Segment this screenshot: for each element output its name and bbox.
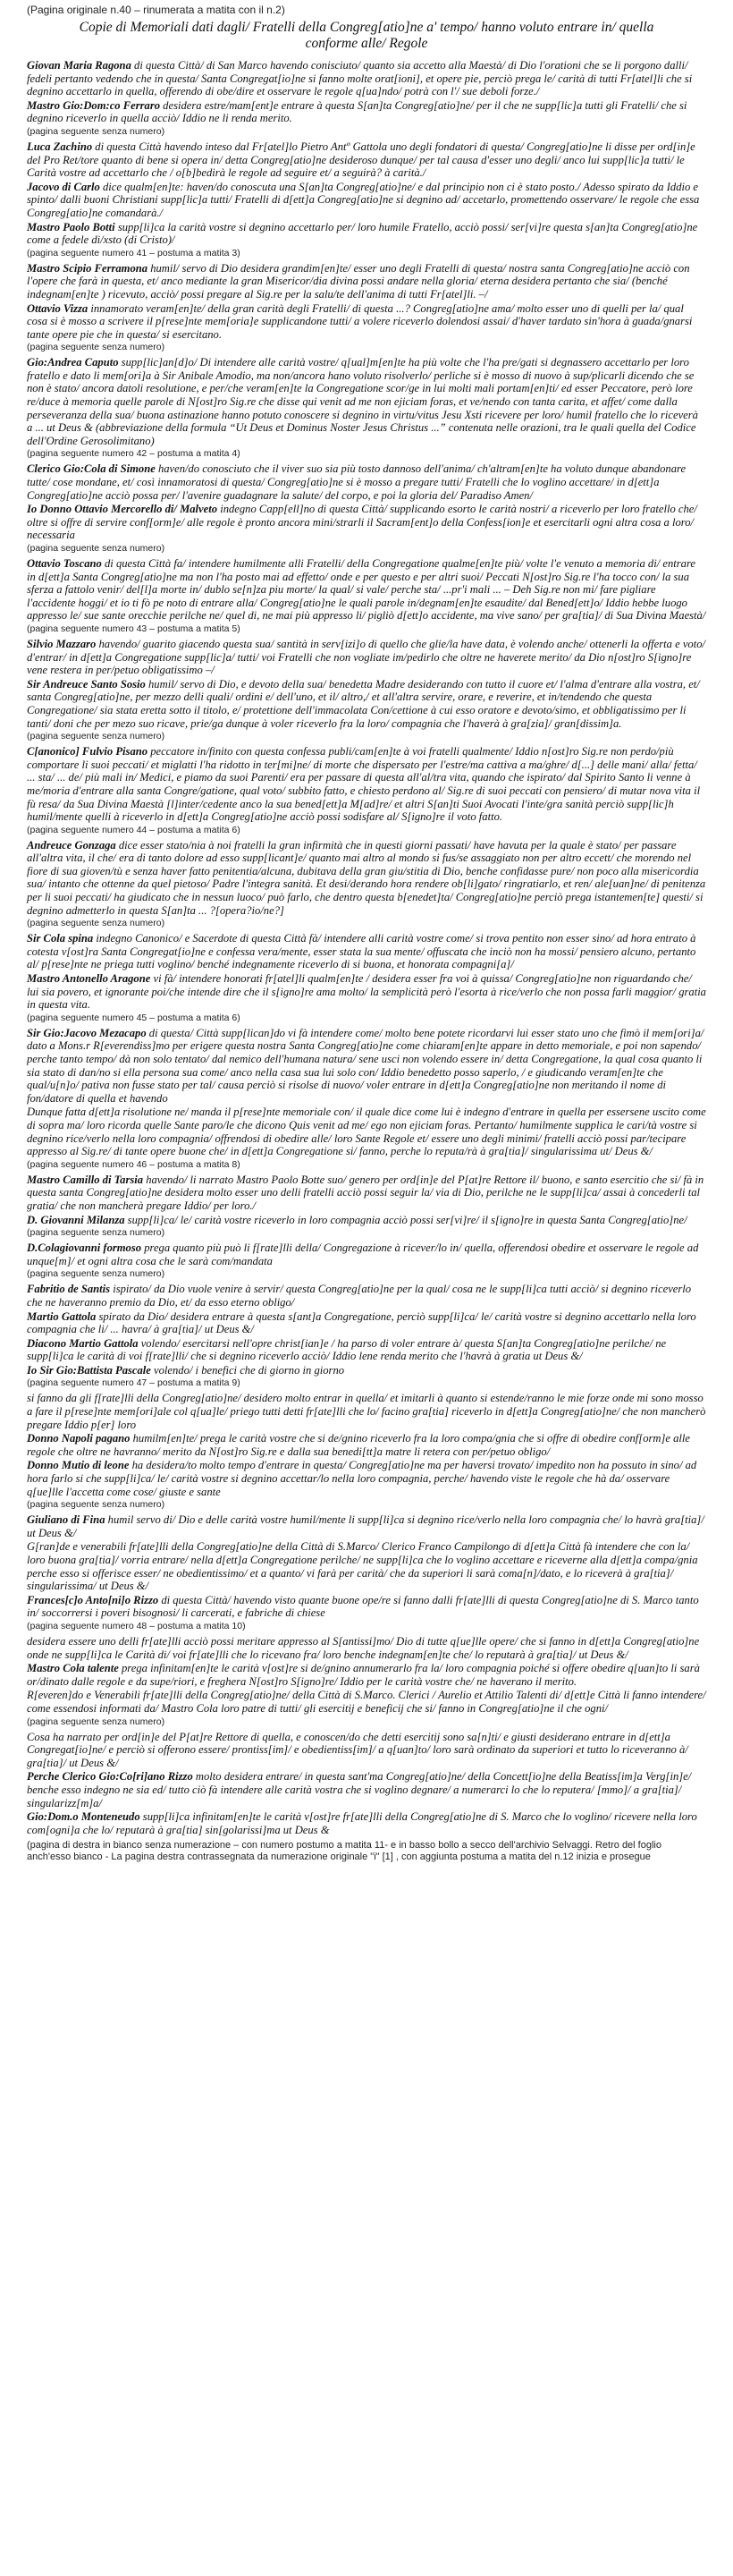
memorial-entry [27, 972, 706, 1012]
page-marker: (pagina seguente numero 44 – postuma a matita 6) [27, 824, 240, 835]
memorial-entry [27, 302, 706, 342]
entry-text: peccatore in/finito con questa confessa publi/cam[en]te à voi fratelli qualmente/ Iddio n[ost]ro Sig.re non perdo/più comportare li suoi peccati/ et miglatti l'ha ridotto in ter[mi]ne/ di morte che dispersato per l'estre/ma cattiva a ma/ghre/ d[...] delle mani/ alla/ fetta/ ... sta/ ... de/ più mali in/ Medici, e piamo da suoi Parenti/ era per passare di questa all'al/tra vita, quando che ispirato/ dal Spirito Santo li venne à me/moria d'entrare alla santa Congre/gatione, qual voto/ subbito fatto, e chiesto perdono al/ Sig.re di suoi peccati con pensiero/ di mutar nova vita il fù resa/ da Sua Divina Maestà [l]inter/cedente anco la sua bened[ett]a M[ad]re/ et altri S[an]ti Suoi Avocati l'inte/gra sanità perciò supp[lic]h humil/mente quelli à riceverlo in d[ett]a Congreg[atio]ne acciò possi sodisfare al/ S[igno]re il voto fatto. [27, 745, 701, 824]
memorial-entry [27, 1432, 706, 1458]
entry-name: Mastro Gio:Dom:co Ferraro [27, 98, 161, 112]
entry-name: Io Donno Ottavio Mercorello di/ Malveto [27, 503, 218, 516]
entry-text: indegno Canonico/ e Sacerdote di questa Città fà/ intendere alli carità vostre come/ si trova pentito non esser sino/ ad hora entrato à cotesta v[ost]ra Santa Congregat[io]ne e confessa vera/mente, esser stata la sua mente/ offuscata che inciò non ha mossi/ pensiero alcuno, pertanto al/ p[rese]nte ne priega tutti voglino/ benché indegnamente riceverlo di si buona, et honorata compagni[a]/ [27, 932, 696, 971]
entry-name: Clerico Gio:Cola di Simone [27, 462, 156, 476]
entry-name: Jacovo di Carlo [27, 180, 100, 193]
page-marker: (pagina seguente numero 48 – postuma a matita 10) [27, 1620, 246, 1631]
entry-text: spirato da Dio/ desidera entrare à questa s[ant]a Congregatione, perciò supp[li]ca/ le/ carità vostre si degnino accettarlo nella loro compagnia che li/ ... havra/ à gra[tia]/ ut Deus &/ [27, 1309, 696, 1336]
memorial-entry [27, 181, 706, 220]
memorial-entry [27, 59, 706, 98]
entry-name: Martio Gattola [27, 1309, 97, 1323]
entries-section-c [27, 1432, 706, 1727]
entry-text: di questa/ Città supp[lican]do vi fà intendere come/ molto bene potete ricordarvi lui esser stato uno che fimò il mem[ori]a/ dato a Mons.r R[everendiss]mo per erigere questa nostra Santa Congreg[atio]ne come chiaram[en]te appare in detto memoriale, e poi non sapendo/ perche tanto tempo/ dà non solo tentato/ dal nemico dell'humana natura/ sene usci non volendo essere in/ detta Congregatione, la qual cosa quanto li sia stato di dan/no si ella persona sua come/ anco nella casa sua lui solo con/ Iddio benedetto posso saperlo, / e giudicando veram[en]te che qual/u[n]o/ pativa non fusse stato per tal/ causa perciò si risolse di nuovo/ voler entrare in d[ett]a Congreg[atio]ne non meritando il nome di fon/datore di quella et havendo [27, 1026, 704, 1105]
page-marker: (pagina seguente senza numero) [27, 125, 165, 137]
entry-name: Io Sir Gio:Battista Pascale [27, 1363, 151, 1377]
entry-text: haven/do conosciuto che il viver suo sia più tosto dannoso dell'anima/ ch'altram[en]te ha voluto dunque abandonare tutte/ cose mondane, et/ così innamoratosi di questa/ Congreg[atio]ne si è mosso a pregare tutti/ Fratelli che lo voglino accettare/ in d[ett]a Congreg[atio]ne acciò possa per/ l'avenire guadagnare la salute/ del corpo, e poi la gloria del/ Paradiso Amen/ [27, 462, 687, 502]
entry-text: G[ran]de e venerabili fr[ate]lli della Congreg[atio]ne della Città di S.Marco/ Clerico Franco Campilongo di d[ett]a Città fà intendere che con la/ loro buona gra[tia]/ vorria entrare/ nella d[ett]a Congregatione perilche/ ne supp[li]ca che lo voglino accettare e riceverne alla d[ett]a compa/gnia perche esso si offerisce esser/ ne obedientissimo/ et a quanto/ vi farà per carità/ che da superiori li sarà coma[n]/dato, e lo riceverà à gra[tia]/ singularissima/ ut Deus &/ [27, 1540, 698, 1593]
entry-text: prega quanto più può li f[rate]lli della/ Congregazione à ricever/lo in/ quella, offerendosi obedire et osservare le regole ad unque[m]/ et ogni altra cosa che le sarà com/mandata [27, 1241, 699, 1267]
entry-text: supp[lic]an[d]o/ Di intendere alle carità vostre/ q[ual]m[en]te ha più volte che l'ha pre/gati si degnassero accettarlo per loro fratello e dato li mem[ori]a à Sir Anibale Amodio, ma non/ancora hano voluto risolverlo/ perliche si è mosso di nuovo à sup/plicarli dicendo che se non è stato/ ancora datoli resolutione, e per/che veram[en]te la Congregatione scor/ge in lui molti mali portam[en]ti/ ed esser Peccatore, però lore re/duce à memoria quelle parole di N[ost]ro Sig.re che disse qui venit ad me non ejiciam foras, et ve/nendo con tanta carita, et affet/ come dalla perseveranza della sua/ buona astinazione hanno potuto conoscere si degnino in virtu/vitus Jesu Xsti ricevere per loro/ humil fratello che lo riceverà a ... ut Deus & (abbreviazione della formula “Ut Deus et Dominus Noster Jesus Christus ...” contenuta nelle orazioni, tra le quali quella del Codice dell'Ordine Gerosolimitano) [27, 356, 698, 447]
memorial-entry [27, 1662, 706, 1688]
entry-text: di questa Città havendo inteso dal Fr[atel]lo Pietro Antº Gattola uno degli fondatori di questa/ Congreg[atio]ne li disse per ord[in]e del Pro Ret/tore quanto di bene si opera in/ detta Congreg[atio]ne desideroso dunque/ per tal causa d'esser uno degli/ anco lui supp[lic]a tutti/ le Carità vostre ad accettarlo che / o[b]bedirà le regole ad seguire et/ a seguirà? à carità./ [27, 140, 695, 180]
entry-text: prega infinitam[en]te le carità v[ost]re si de/gnino annumerarlo fra la/ loro compagnia poiché si offere obedire q[uan]to li sarà or/dinato dalle regole e da supe/riori, e freghera N[ost]ro S[igno]re/ Iddio per le carità vostre che/ ne haverano il merito. [27, 1662, 700, 1688]
memorial-entry [27, 1283, 706, 1309]
entry-text: molto desidera entrare/ in questa sant'ma Congreg[atio]ne/ della Concett[io]ne della Beatiss[im]a Verg[in]e/ benche esso indegno ne sia ed/ tutto ciò fà intendere alle carità vostra che si voglino degnare/ a numerarci lo che lo reputera/ [mmo]/ a gra[tia]/ singularizz[m]a/ [27, 1770, 692, 1809]
entry-name: D.Colagiovanni formoso [27, 1241, 142, 1255]
memorial-entry [27, 1459, 706, 1498]
memorial-entry [27, 262, 706, 301]
entry-name: Luca Zachino [27, 140, 93, 153]
entry-text: humil servo di/ Dio e delle carità vostre humil/mente li supp[li]ca si degnino rice/verlo nella loro compagnia che/ lo havrà gra[tia]/ ut Deus &/ [27, 1513, 704, 1539]
memorial-entry [27, 1310, 706, 1336]
entry-name: Mastro Camillo di Tarsia [27, 1173, 144, 1186]
entries-section-d [27, 1770, 706, 1836]
footer-note: (pagina di destra in bianco senza numerazione – con numero postumo a matita 11- e in basso bollo a secco dell'archivio Selvaggi. Retro del foglio anch'esso bianco - La pagina destra contrassegnata da numerazione originale "i" [1] , con aggiunta postuma a matita del n.12 inizia e prosegue [27, 1840, 661, 1863]
memorial-entry [27, 1241, 706, 1267]
page-marker: (pagina seguente senza numero) [27, 543, 165, 554]
page-marker: (pagina seguente numero 45 – postuma a matita 6) [27, 1012, 240, 1023]
entries-section-b [27, 1174, 706, 1390]
page-marker: (pagina seguente senza numero) [27, 1268, 165, 1280]
entry-name: Sir Gio:Jacovo Mezacapo [27, 1026, 147, 1039]
entry-name: C[anonico] Fulvio Pisano [27, 745, 148, 758]
memorial-entry [27, 1635, 706, 1661]
entry-name: Diacono Martio Gattola [27, 1336, 139, 1350]
memorial-entry [27, 356, 706, 447]
memorial-entry [27, 932, 706, 971]
entry-text: di questa Città/ havendo visto quante buone ope/re si fanno dalli fr[ate]lli di questa Congreg[atio]ne di S. Marco tanto in/ soccorrersi i poveri bisognosi/ li carcerati, e fabriche di chiese [27, 1593, 699, 1620]
entry-text: supp[li]ca/ le/ carità vostre riceverlo in loro compagnia acciò possi ser[vi]re/ il s[igno]re in questa Santa Congreg[atio]ne/ [124, 1213, 687, 1226]
memorial-entry [27, 1594, 706, 1620]
entry-text: desidera estre/mam[ent]e entrare à questa S[an]ta Congreg[atio]ne/ per il che ne supp[lic]a tutti gli Fratelli/ che si degnino riceverlo in quella acciò/ Iddio ne li renda merito. [27, 98, 687, 125]
entry-text: volendo/ esercitarsi nell'opre christ[ian]e / ha parso di voler entrare à/ questa S[an]ta Congreg[atio]ne perilche/ ne supp[li]ca le carità di voi f[rate]lli/ che si degnino riceverlo acciò/ Iddio lene renda merito che l'havrà à gratia ut Deus &/ [27, 1336, 667, 1363]
page-marker: (pagina seguente numero 42 – postuma a matita 4) [27, 448, 240, 460]
memorial-entry [27, 221, 706, 247]
entry-name: Sir Cola spina [27, 932, 94, 945]
entry-name: Perche Clerico Gio:Co[ri]ano Rizzo [27, 1770, 193, 1784]
entry-text: havendo/ guarito giacendo questa sua/ santità in serv[izi]o di quello che glie/la have data, è volendo anche/ ottenerli la offerta e voto/ d'entrar/ in d[ett]a Congregatione supp[lic]a/ tutti/ voi Fratelli che non vogliate im/pedirlo che oltre ne haverete merito/ da Dio n[ost]ro S[igno]re vene restera in per/petuo obligatissimo –/ [27, 637, 706, 677]
entry-name: Frances[c]o Anto[ni]o Rizzo [27, 1593, 159, 1606]
entry-text: di questa Città/ di San Marco havendo conisciuto/ quanto sia accetto alla Maestà/ di Dio l'orationi che se li porgono dalli/ fedeli pertanto vedendo che in questa/ Santa Congregat[io]ne si fanno molte orat[ioni], et opere pie, perciò prega le/ carità di tutti Fr[atel]li che si degnino accettarlo in quella, offerendo di obe/dire et osservare le regole q[ua]ndo/ potrà con l'/ sue deboli forze./ [27, 59, 693, 98]
memorial-entry [27, 678, 706, 730]
page-marker: (pagina seguente senza numero) [27, 731, 165, 742]
memorial-entry [27, 140, 706, 180]
entry-text: dice esser stato/nia à noi fratelli la gran infirmità che in questi giorni passati/ have havuta per la quale è stato/ per passare all'altra vita, il che/ era di tanto dolore ad esso supp[licant]e/ quanto mai altro al mondo si fus/se assaggiato non per altro eccett/ che morendo nel fiore di sua gioven/tù e senza haver fatto penitentia/alcuna, dubitava della gran giu/stitia di Dio, benche confidasse pure/ non poco alla misericordia sua/ intanto che ottenne da quel pietoso/ Padre l'integra sanità. Et desi/derando hora rendere ob[li]gato/ ringratiarlo, et ren/ ale[uan]ne/ di penitenza per li suoi peccati/ ha giudicato che in nessun luoco/ può farlo, che dentro questa b[enedet]ta/ Congreg[atio]ne perciò prega istantemen[te] questi/ si degnino admetterlo in questa S[an]ta ... ?[opera?io/ne?] [27, 838, 706, 917]
entry-name: Silvio Mazzaro [27, 637, 97, 650]
entry-text: havendo/ li narrato Mastro Paolo Botte suo/ genero per ord[in]e del P[at]re Rettore il/ buono, e santo esercitio che si/ fà in questa santa Congreg[atio]ne desidera molto esser uno delli fratelli acciò possi seguir la/ via di Dio, perilche ne le supp[li]ca/ assai à concederli tal gratia/ che non mancherà pregare Iddio/ per loro./ [27, 1173, 704, 1212]
memorial-entry [27, 503, 706, 542]
memorial-entry [27, 1770, 706, 1809]
entry-text: supp[li]ca la carità vostre si degnino accettarlo per/ loro humile Fratello, acciò possi/ ser[vi]re questa s[an]ta Congreg[atio]ne come a fedele di/xsto (di Cristo)/ [27, 220, 698, 247]
memorial-entry [27, 1540, 706, 1592]
memorial-entry [27, 1364, 706, 1377]
entry-name: Andreuce Gonzaga [27, 838, 116, 852]
entry-text: di questa Città fa/ intendere humilmente alli Fratelli/ della Congregatione qualme[en]te più/ volte l'e venuto a memoria di/ entrare in d[ett]a Santa Congreg[atio]ne ma non l'ha posto mai ad effetto/ onde e per questo e per altri suoi/ Peccati N[ost]ro Sig.re l'ha tocco con/ la sua sferza a fattolo venir/ del[l]a morte in/ dublo se[n]za piu morte/ la qual/ si vale/ perche sta/ ...pr'i mali ... – Deh Sig.re non mi/ fare pigliare l'accidente hoggi/ et io ti fò pe noto di entrare alla/ Congreg[atio]ne le quali parole in/degnam[en]te esaudite/ dal Bened[ett]o/ Iddio hebbe luogo appresso le/ sue sante orecchie perilche ne/ quel di, ne mai più appresso li/ pigliò d[ett]o accidente, ma vive sano/ per gra[tia]/ di Sua Divina Maestà/ [27, 557, 706, 623]
entry-name: Ottavio Vizza [27, 301, 88, 315]
page-marker: (pagina seguente senza numero) [27, 1716, 165, 1727]
entry-name: D. Giovanni Milanza [27, 1213, 125, 1226]
entry-text: volendo/ i benefici che di giorno in giorno [150, 1363, 345, 1377]
entry-name: Gio:Dom.o Monteneudo [27, 1810, 140, 1824]
memorial-entry [27, 462, 706, 502]
page-marker: (pagina seguente senza numero) [27, 918, 165, 929]
entry-text: vi fà/ intendere honorati fr[atel]li qualm[en]te / desidera esser fra voi à quissa/ Congreg[atio]ne non riguardando che/ lui sia povero, et ignorante poi/che intende dire che il s[igno]re ama molto/ la semplicità però l'esorta à rice/verlo che non possa farli maggior/ gratia in questa vita. [27, 972, 706, 1012]
memorial-entry [27, 839, 706, 918]
page-marker: (pagina seguente numero 41 – postuma a matita 3) [27, 247, 240, 258]
page-marker: (pagina seguente senza numero) [27, 342, 165, 353]
page-marker: (pagina seguente numero 47 – postuma a matita 9) [27, 1377, 240, 1389]
page-marker: (pagina seguente senza numero) [27, 1499, 165, 1511]
memorial-entry [27, 638, 706, 677]
memorial-entry [27, 1513, 706, 1539]
memorial-entry [27, 1027, 706, 1106]
entries-section-a [27, 59, 706, 1105]
entry-name: Ottavio Toscano [27, 557, 102, 570]
entry-text: innamorato veram[en]te/ della gran carità degli Fratelli/ di questa ...? Congreg[atio]ne ama/ molto esser uno di quelli per la/ qual cosa si è mosso a scrivere il p[rese]nte mem[oria]e supplicandone tutti/ a volere riceverlo dolendosi assai/ d'haver tardato sin'hora à guada/gnarsi tante opere pie che in questa/ si esercitano. [27, 301, 693, 341]
entry-text: humil/ servo di Dio desidera grandim[en]te/ esser uno degli Fratelli di questa/ nostra santa Congreg[atio]ne acciò con l'opere che farà in questa, et/ anco mediante la gran Misericor/dia divina possi andare nella gloria/ eterna desidera pertanto che sia/ (benché indegnam[en]te ) ricevuto, acciò/ possi pregare al Sig.re per la salu/te dell'anima di tutti Fr[atel]li. –/ [27, 261, 690, 301]
entry-name: Fabritio de Santis [27, 1283, 111, 1296]
memorial-entry [27, 1174, 706, 1213]
entry-text: dice qualm[en]te: haven/do conoscuta una S[an]ta Congreg[atio]ne/ e dal principio non ci è stato posto./ Adesso spirato da Iddio e spinto/ dalli buoni Christiani supp[lic]a tutti/ Fratelli di d[ett]a Congreg[atio]ne si degnino ad/ accetarlo, promettendo osservare/ le regole che essa Congreg[atio]ne comandarà./ [27, 180, 700, 219]
entry-name: Sir Andreuce Santo Sosio [27, 677, 146, 691]
entry-name: Giovan Maria Ragona [27, 59, 131, 72]
entry-name: Mastro Cola talente [27, 1662, 119, 1675]
entry-text: humilm[en]te/ prega le carità vostre che si de/gnino riceverlo fra la loro compa/gnia che si offre di obedire conf[orm]e alle regole che oltre ne havranno/ merito da N[ost]ro Sig.re e dalla sua benedi[tt]a matre li retera con per/petuo obligo/ [27, 1432, 691, 1458]
entry-name: Mastro Antonello Aragone [27, 972, 151, 986]
memorial-entry [27, 1810, 706, 1836]
entry-name: Mastro Paolo Botti [27, 220, 115, 233]
continuation-paragraph-3: Cosa ha narrato per ord[in]e del P[at]re Rettore di quella, e conoscen/do che detti esercitij sono sa[n]ti/ e giusti desiderano entrare in d[ett]a Congregat[io]ne/ e perciò si offerono essere/ prontiss[im]/ e obedientiss[im]/ a q[uan]to/ loro sarà ordinato da superiori et tutto lo riceveranno à/ gra[tia]/ ut Deus &/ [27, 1730, 688, 1769]
continuation-paragraph: Dunque fatta d[ett]a risolutione ne/ manda il p[rese]nte memoriale con/ il quale dice come lui è indegno d'entrare in quella per essersene uscito come di sopra ma/ loro ricorda quelle Sante paro/le che dicono Quis venit ad me/ ego non ejiciam foras. Pertanto/ humilmente supplica le cari/tà vostre si degnino rice/verlo nella loro compagnia/ offrendosi di obedire alle/ loro Sante Regole et/ essere uno degli minimi/ fratelli acciò possi par/tecipare appresso al Sig.re/ di tante opere buone che/ in d[ett]a Congregatione si/ fanno, perche lo reputa/rà à gra[tia]/ singularissima ut/ Deus &/ [27, 1106, 706, 1158]
entry-text: R[everen]do e Venerabili fr[ate]lli della Congreg[atio]ne/ della Città di S.Marco. Clerici / Aurelio et Attilio Talenti di/ d[ett]e Città li fanno intendere/ come essendosi informati da/ Mastro Cola loro patre di tutti/ gli esercitij e beneficij che si/ fanno in Congreg[atio]ne il che ogni/ [27, 1689, 706, 1715]
entry-text: supp[li]ca infinitam[en]te le carità v[ost]re fr[ate]lli della Congreg[atio]ne di S. Marco che lo voglino/ ricevere nella loro com[ogni]a che lo/ reputarà à gra[tia] sin[golarissi]ma ut Deus & [27, 1810, 697, 1836]
entry-text: indegno Capp[ell]no di questa Città/ supplicando esorto le carità nostri/ a riceverlo per loro fratello che/ oltre si offre di servire conf[orm]e/ alle regole è pronto ancora mini/strarli il Sacram[ent]o della Confess[ion]e et esercitarli ogni altra cosa a loro/ necessaria [27, 503, 697, 542]
document-title: Copie di Memoriali dati dagli/ Fratelli della Congreg[atio]ne a' tempo/ hanno voluto entrare in/ quella conforme alle/ Regole [79, 20, 654, 51]
memorial-entry [27, 1337, 706, 1363]
header-note: (Pagina originale n.40 – rinumerata a matita con il n.2) [27, 4, 285, 16]
entry-name: Mastro Scipio Ferramona [27, 261, 148, 275]
entry-text: desidera essere uno delli fr[ate]lli acciò possi meritare appresso al S[antissi]mo/ Dio di tutte q[ue]lle opere/ che si fanno in d[ett]a Congreg[atio]ne onde ne supp[li]ca le Carità di/ voi fr[ate]lli che lo ricevano fra/ loro benche indegnam[en]te che/ lo reputarà à gra[tia]/ ut Deus &/ [27, 1634, 700, 1661]
memorial-entry [27, 1689, 706, 1715]
entry-name: Giuliano di Fina [27, 1513, 105, 1527]
memorial-entry [27, 1214, 706, 1227]
page-marker: (pagina seguente numero 43 – postuma a matita 5) [27, 623, 240, 634]
entry-name: Gio:Andrea Caputo [27, 356, 119, 369]
memorial-entry [27, 745, 706, 824]
memorial-entry [27, 99, 706, 125]
page-marker: (pagina seguente senza numero) [27, 1227, 165, 1239]
entry-text: ha desidera/to molto tempo d'entrare in questa/ Congreg[atio]ne ma per haversi trovato/ impedito non ha possuto in sino/ ad hora farlo si che supp[li]ca/ le/ carità vostre si degnino accettar/lo nella loro compagnia, perche/ havendo viste le regole che hà da/ osservare q[ue]lle l'accetta come cose/ giuste e sante [27, 1459, 697, 1498]
entry-text: humil/ servo di Dio, e devoto della sua/ benedetta Madre desiderando con tutto il cuore et/ l'alma d'entrare alla vostra, et/ santa Congreg[atio]ne, per mezzo delli quali/ ordini e/ dell'uno, et il/ altro,/ et all'altra servire, orare, e reverire, et in/tendendo che questa Congregatione/ sia stata eretta sotto il titolo, e/ protettione dell'immacolata Con/cettione à cui esso oratore e devoto/simo, et obbligatissimo per li tanti/ doni che per mezo suo ricave, prie/ga dunque à voler riceverlo fra la loro/ compagnia che l'haverà à gra[zia]/ gran[dissim]a. [27, 677, 700, 730]
page-marker: (pagina seguente numero 46 – postuma a matita 8) [27, 1158, 240, 1170]
continuation-paragraph-2: si fanno da gli f[rate]lli della Congreg[atio]ne/ desidero molto entrar in quella/ et imitarli à quanto si estende/ranno le mie forze onde mi sono mosso a fare il p[rese]nte mem[ori]ale col q[ua]le/ priego tutti detti fr[ate]lli che lo/ facino gra[tia] riceverlo in d[ett]a Congreg[atio]ne/ che non mancherò pregare Iddio p[er] loro [27, 1392, 706, 1431]
memorial-entry [27, 557, 706, 623]
entry-text: ispirato/ da Dio vuole venire à servir/ questa Congreg[atio]ne per la qual/ cosa ne le supp[li]ca tutti acciò/ si degnino riceverlo che ne haveranno premio da Dio, et/ da esso eterno obligo/ [27, 1283, 692, 1309]
entry-name: Donno Mutio di leone [27, 1459, 130, 1472]
entry-name: Donno Napoli pagano [27, 1432, 131, 1445]
